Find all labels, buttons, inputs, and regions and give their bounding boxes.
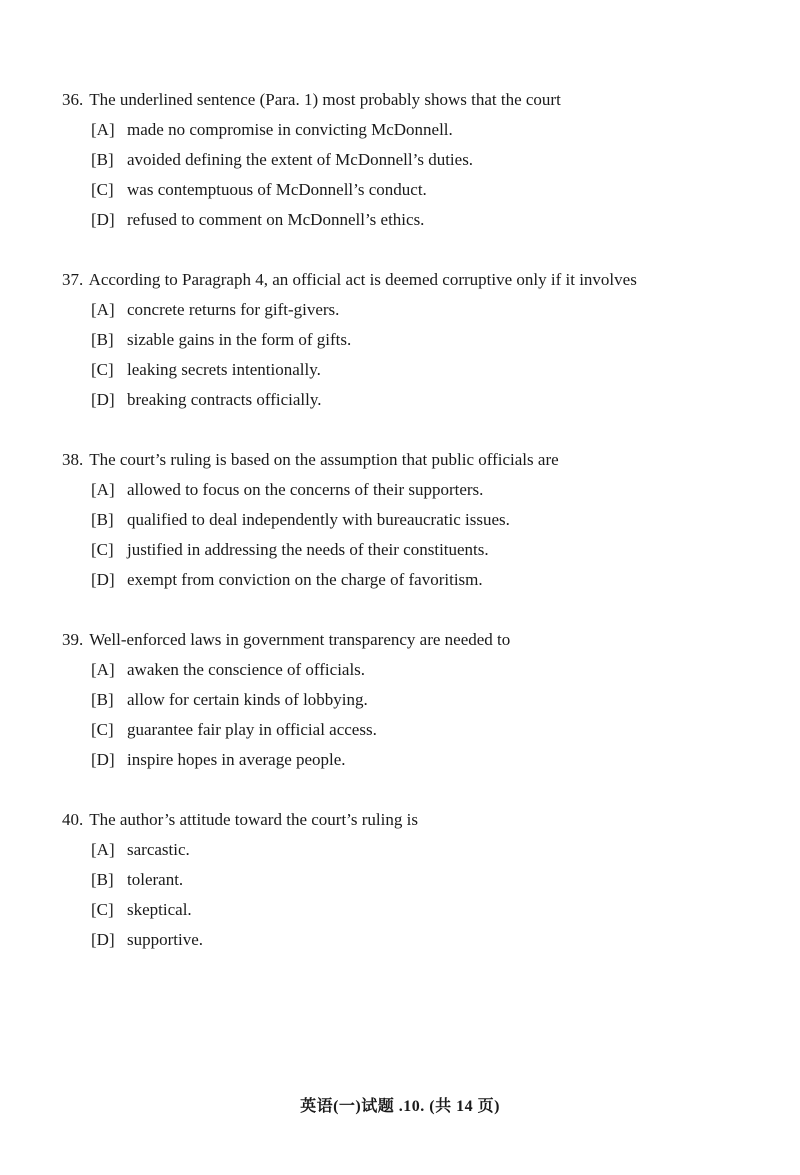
option-text: sarcastic. bbox=[127, 840, 190, 859]
question-stem bbox=[62, 805, 762, 835]
option-text: tolerant. bbox=[127, 870, 184, 889]
question-stem bbox=[62, 265, 762, 295]
option-letter: [B] bbox=[91, 330, 114, 349]
question-stem bbox=[62, 625, 762, 655]
option-letter: [A] bbox=[91, 840, 115, 859]
option-a bbox=[62, 835, 762, 865]
option-text: supportive. bbox=[127, 930, 204, 949]
option-b bbox=[62, 505, 762, 535]
option-d bbox=[62, 565, 762, 595]
option-letter: [C] bbox=[91, 900, 114, 919]
question-37 bbox=[62, 265, 762, 415]
option-letter: [C] bbox=[91, 720, 114, 739]
option-c bbox=[62, 355, 762, 385]
option-letter: [D] bbox=[91, 390, 115, 409]
option-b bbox=[62, 685, 762, 715]
option-letter: [A] bbox=[91, 660, 115, 679]
option-text: skeptical. bbox=[127, 900, 192, 919]
question-39 bbox=[62, 625, 762, 775]
question-36 bbox=[62, 85, 762, 235]
option-text: justified in addressing the needs of their constituents. bbox=[127, 540, 489, 559]
option-letter: [A] bbox=[91, 120, 115, 139]
option-letter: [B] bbox=[91, 150, 114, 169]
question-38 bbox=[62, 445, 762, 595]
option-text: avoided defining the extent of McDonnell’s duties. bbox=[127, 150, 474, 169]
option-a bbox=[62, 655, 762, 685]
option-c bbox=[62, 175, 762, 205]
option-text: concrete returns for gift-givers. bbox=[127, 300, 340, 319]
question-number: 38. bbox=[62, 450, 84, 469]
question-text: The author’s attitude toward the court’s ruling is bbox=[89, 810, 418, 829]
option-b bbox=[62, 145, 762, 175]
option-letter: [D] bbox=[91, 570, 115, 589]
question-40 bbox=[62, 805, 762, 955]
option-letter: [D] bbox=[91, 750, 115, 769]
question-text: The court’s ruling is based on the assumption that public officials are bbox=[89, 450, 559, 469]
option-letter: [C] bbox=[91, 180, 114, 199]
option-letter: [D] bbox=[91, 210, 115, 229]
page-footer: 英语(一)试题 .10. (共 14 页) bbox=[300, 1098, 500, 1115]
question-text: The underlined sentence (Para. 1) most probably shows that the court bbox=[89, 90, 561, 109]
option-letter: [B] bbox=[91, 870, 114, 889]
option-b bbox=[62, 865, 762, 895]
option-letter: [C] bbox=[91, 360, 114, 379]
option-text: sizable gains in the form of gifts. bbox=[127, 330, 352, 349]
option-text: refused to comment on McDonnell’s ethics. bbox=[127, 210, 425, 229]
question-text: Well-enforced laws in government transparency are needed to bbox=[89, 630, 511, 649]
question-number: 36. bbox=[62, 90, 84, 109]
option-letter: [C] bbox=[91, 540, 114, 559]
question-text: According to Paragraph 4, an official act is deemed corruptive only if it involves bbox=[88, 270, 637, 289]
option-text: awaken the conscience of officials. bbox=[127, 660, 366, 679]
option-letter: [A] bbox=[91, 300, 115, 319]
option-b bbox=[62, 325, 762, 355]
option-letter: [D] bbox=[91, 930, 115, 949]
option-text: leaking secrets intentionally. bbox=[127, 360, 321, 379]
option-c bbox=[62, 715, 762, 745]
option-text: made no compromise in convicting McDonnell. bbox=[127, 120, 453, 139]
option-text: allowed to focus on the concerns of their supporters. bbox=[127, 480, 484, 499]
option-text: allow for certain kinds of lobbying. bbox=[127, 690, 368, 709]
option-a bbox=[62, 115, 762, 145]
option-text: qualified to deal independently with bureaucratic issues. bbox=[127, 510, 510, 529]
question-number: 40. bbox=[62, 810, 84, 829]
option-text: was contemptuous of McDonnell’s conduct. bbox=[127, 180, 427, 199]
option-d bbox=[62, 385, 762, 415]
option-text: guarantee fair play in official access. bbox=[127, 720, 377, 739]
question-stem bbox=[62, 445, 762, 475]
option-text: inspire hopes in average people. bbox=[127, 750, 346, 769]
option-d bbox=[62, 925, 762, 955]
option-a bbox=[62, 295, 762, 325]
option-letter: [B] bbox=[91, 690, 114, 709]
option-letter: [A] bbox=[91, 480, 115, 499]
question-number: 39. bbox=[62, 630, 84, 649]
option-text: breaking contracts officially. bbox=[127, 390, 322, 409]
option-letter: [B] bbox=[91, 510, 114, 529]
option-a bbox=[62, 475, 762, 505]
option-c bbox=[62, 535, 762, 565]
question-number: 37. bbox=[62, 270, 84, 289]
option-c bbox=[62, 895, 762, 925]
question-stem bbox=[62, 85, 762, 115]
option-text: exempt from conviction on the charge of favoritism. bbox=[127, 570, 483, 589]
option-d bbox=[62, 745, 762, 775]
option-d bbox=[62, 205, 762, 235]
